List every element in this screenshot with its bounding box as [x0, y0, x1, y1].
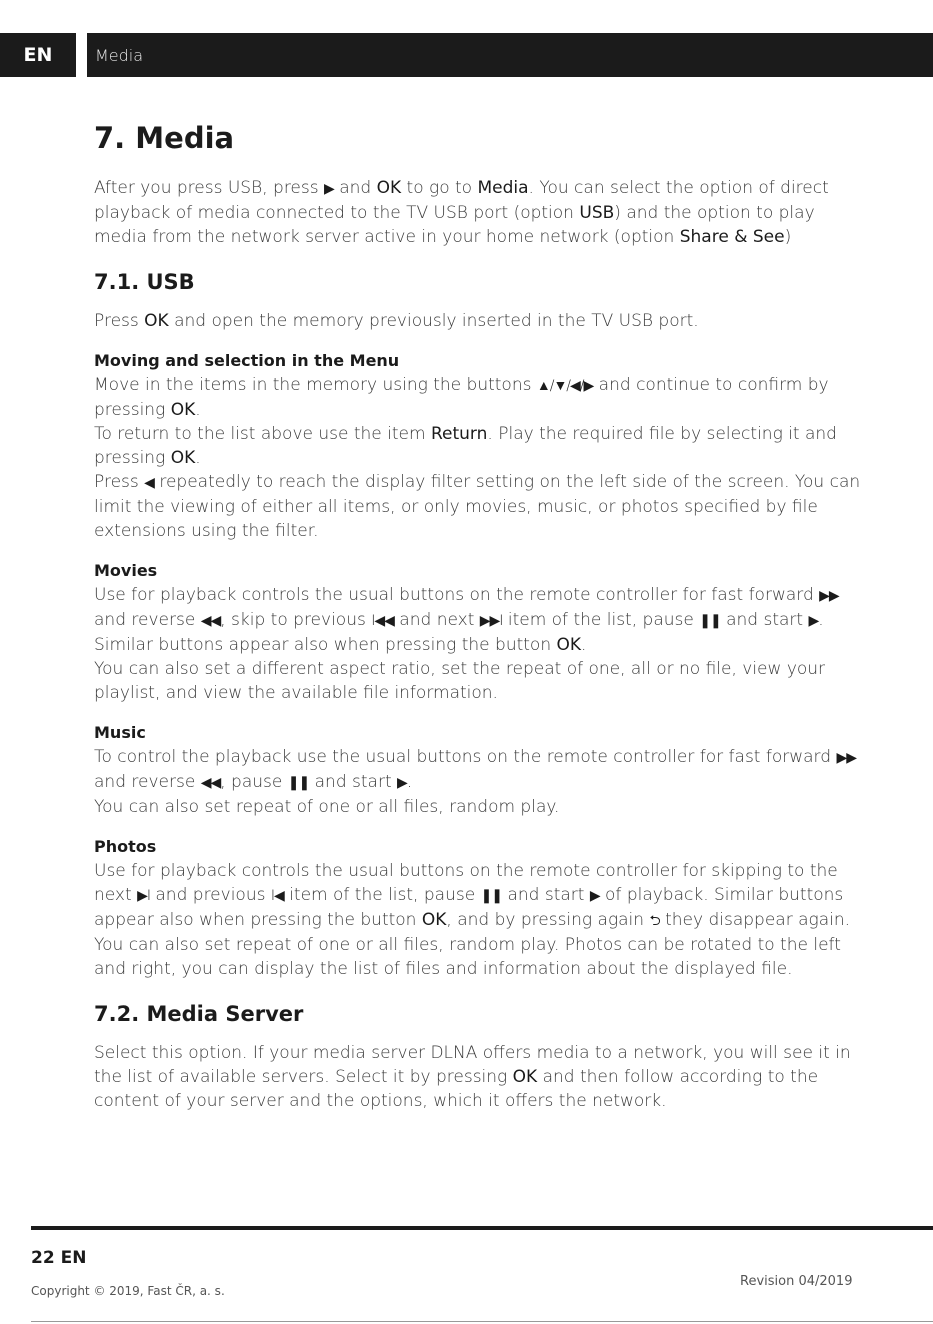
- page-content: [94, 118, 864, 1113]
- play-icon: ▶: [324, 181, 334, 197]
- bottom-border: [31, 1321, 933, 1322]
- media-server-heading: 7.2. Media Server: [94, 1002, 304, 1026]
- photos-heading: Photos: [94, 837, 157, 856]
- moving-text-3: Press ◀ repeatedly to reach the display filter setting on the left side of the screen. You can limit the viewing of either all items, or only movies, music, or photos specified by file extensions using the filter.: [94, 472, 861, 541]
- rewind-icon: ◀◀: [200, 775, 221, 791]
- moving-heading: Moving and selection in the Menu: [94, 351, 400, 370]
- movies-text-2: You can also set a different aspect ratio, set the repeat of one, all or no file, view your playlist, and view the available file information.: [94, 659, 826, 703]
- music-text-2: You can also set repeat of one or all files, random play.: [94, 797, 560, 817]
- skip-next-icon: ▶▶I: [479, 613, 503, 629]
- section-header: Media: [87, 33, 933, 77]
- usb-intro: Press OK and open the memory previously inserted in the TV USB port.: [94, 311, 699, 331]
- play-icon: ▶: [808, 613, 819, 629]
- pause-icon: ❚❚: [480, 888, 503, 904]
- music-heading: Music: [94, 723, 146, 742]
- play-icon: ▶: [397, 775, 407, 791]
- fast-forward-icon: ▶▶: [819, 588, 839, 604]
- next-icon: ▶I: [137, 888, 150, 904]
- fast-forward-icon: ▶▶: [836, 750, 856, 766]
- rewind-icon: ◀◀: [200, 613, 221, 629]
- page-number: 22 EN: [31, 1248, 87, 1268]
- left-arrow-icon: ◀: [144, 475, 154, 491]
- moving-text-2: To return to the list above use the item Return. Play the required file by selecting it and pressing OK.: [94, 424, 837, 468]
- photos-text: Use for playback controls the usual buttons on the remote controller for skipping to the next ▶I and previous I◀ item of the list, pause ❚❚ and start ▶ of playback. Similar buttons appear also when pressing the button OK, and by pressing again ⮌ they disappear again. You can also set repeat of one or all files, random play. Photos can be rotated to the left and right, you can display the list of files and information about the displayed file.: [94, 861, 851, 979]
- back-icon: ⮌: [649, 913, 660, 929]
- pause-icon: ❚❚: [699, 613, 721, 629]
- skip-previous-icon: I◀◀: [371, 613, 394, 629]
- movies-heading: Movies: [94, 561, 158, 580]
- revision: Revision 04/2019: [740, 1274, 853, 1289]
- language-tab: EN: [0, 33, 76, 77]
- play-icon: ▶: [589, 888, 600, 904]
- copyright: Copyright © 2019, Fast ČR, a. s.: [31, 1284, 225, 1298]
- previous-icon: I◀: [270, 888, 284, 904]
- intro-paragraph: After you press USB, press ▶ and OK to go to Media. You can select the option of direct playback of media connected to the TV USB port (option USB) and the option to play media from the network server active in your home network (option Share & See): [94, 178, 829, 247]
- arrow-keys-icon: ▲/▼/◀/▶: [536, 378, 594, 394]
- movies-text-1: Use for playback controls the usual buttons on the remote controller for fast forward ▶▶ and reverse ◀◀, skip to previous I◀◀ and next ▶▶I item of the list, pause ❚❚ and start ▶. Similar buttons appear also when pressing the button OK.: [94, 585, 839, 655]
- footer-divider: [31, 1226, 933, 1230]
- page-title: 7. Media: [94, 121, 235, 155]
- usb-heading: 7.1. USB: [94, 270, 195, 294]
- moving-text-1: Move in the items in the memory using the buttons ▲/▼/◀/▶ and continue to confirm by pressing OK.: [94, 375, 829, 420]
- music-text-1: To control the playback use the usual buttons on the remote controller for fast forward ▶▶ and reverse ◀◀, pause ❚❚ and start ▶.: [94, 747, 856, 792]
- media-server-text: Select this option. If your media server DLNA offers media to a network, you will see it in the list of available servers. Select it by pressing OK and then follow according to the content of your server and the options, which it offers the network.: [94, 1043, 851, 1111]
- pause-icon: ❚❚: [287, 775, 310, 791]
